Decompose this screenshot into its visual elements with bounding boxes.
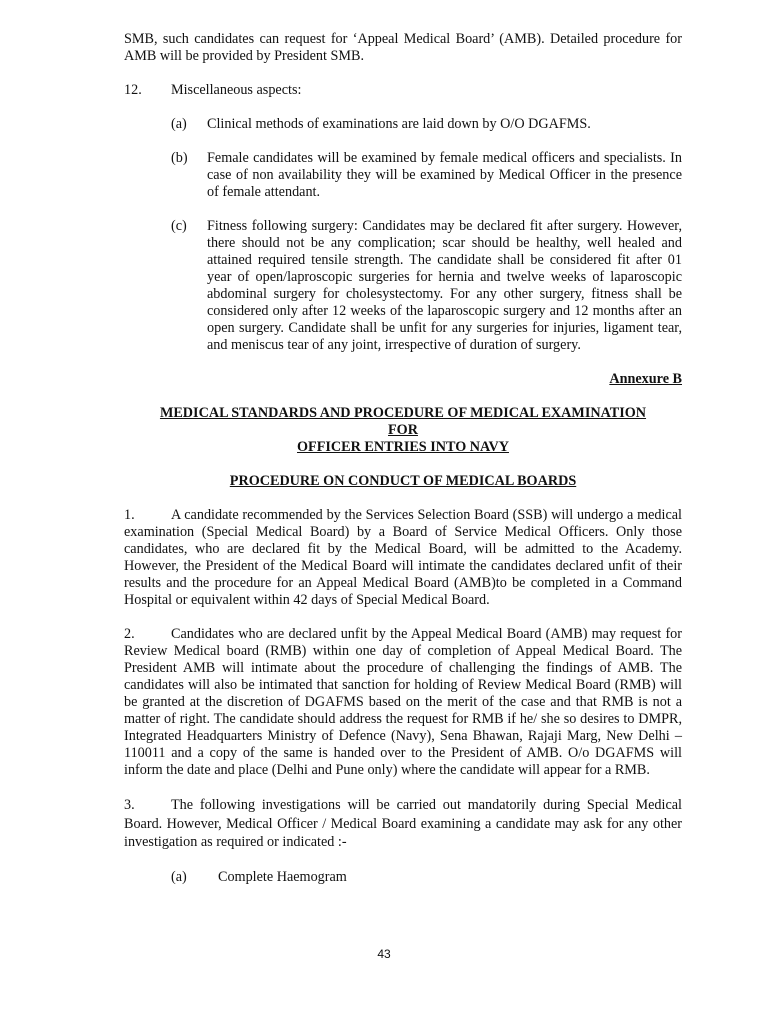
- investigation-item: [171, 869, 682, 886]
- section-title: Miscellaneous aspects:: [171, 82, 302, 98]
- page-number: 43: [377, 947, 391, 961]
- paragraph-number: 2.: [124, 626, 135, 642]
- paragraph-text: A candidate recommended by the Services Selection Board (SSB) will undergo a medical examination (Special Medical Board) by a Board of Service Medical Officers. Only those candidates, who are declared fit by the Medical Board, will be admitted to the Academy. However, the President of the Medical Board will intimate the candidates declared unfit of their results and the procedure for an Appeal Medical Board (AMB)to be completed in a Command Hospital or equivalent within 42 days of Special Medical Board.: [124, 507, 682, 608]
- paragraph-3: [124, 796, 682, 852]
- document-heading-line3: OFFICER ENTRIES INTO NAVY: [297, 439, 509, 455]
- document-heading-line2: FOR: [388, 422, 418, 438]
- document-subheading: PROCEDURE ON CONDUCT OF MEDICAL BOARDS: [229, 473, 577, 489]
- list-item: [171, 218, 682, 354]
- document-heading-line1: MEDICAL STANDARDS AND PROCEDURE OF MEDICAL EXAMINATION: [159, 405, 647, 421]
- paragraph-2: [124, 626, 682, 779]
- item-label: (a): [171, 868, 187, 885]
- list-item: [171, 150, 682, 201]
- item-text: Complete Haemogram: [218, 868, 347, 885]
- intro-paragraph: SMB, such candidates can request for ‘Appeal Medical Board’ (AMB). Detailed procedure for AMB will be provided by President SMB.: [124, 31, 682, 64]
- item-text: Female candidates will be examined by female medical officers and specialists. In case of non availability they will be examined by Medical Officer in the presence of female attendant.: [207, 150, 682, 200]
- item-label: (a): [171, 116, 187, 132]
- paragraph-text: Candidates who are declared unfit by the Appeal Medical Board (AMB) may request for Review Medical board (RMB) within one day of completion of Appeal Medical Board. The President AMB will intimate about the procedure of challenging the findings of AMB. The candidates will also be intimated that sanction for holding of Review Medical Board (RMB) will be granted at the discretion of DGAFMS based on the merit of the case and that RMB is not a matter of right. The candidate should address the request for RMB if he/ she so desires to DMPR, Integrated Headquarters Ministry of Defence (Navy), Sena Bhawan, Rajaji Marg, New Delhi – 110011 and a copy of the same is handed over to the President of AMB. O/o DGAFMS will inform the date and place (Delhi and Pune only) where the candidate will appear for a RMB.: [124, 626, 682, 778]
- item-text: Fitness following surgery: Candidates may be declared fit after surgery. However, there should not be any complication; scar should be healthy, well healed and attained required tensile strength. The candidate shall be considered fit after 01 year of open/laproscopic surgeries for hernia and twelve weeks of laparoscopic abdominal surgery for cholesystectomy. For any other surgery, fitness shall be considered only after 12 weeks of the laparoscopic surgery and 12 months after an open surgery. Candidate shall be unfit for any surgeries for injuries, ligament tear, and meniscus tear of any joint, irrespective of duration of surgery.: [207, 218, 682, 353]
- item-label: (b): [171, 150, 188, 166]
- section-12-heading: [124, 82, 682, 99]
- paragraph-number: 1.: [124, 507, 135, 523]
- paragraph-text: The following investigations will be carried out mandatorily during Special Medical Board. However, Medical Officer / Medical Board examining a candidate may ask for any other investigation as required or indicated :-: [124, 797, 682, 850]
- annexure-label: Annexure B: [609, 371, 682, 387]
- list-item: [171, 116, 682, 133]
- paragraph-1: [124, 507, 682, 609]
- item-label: (c): [171, 218, 187, 234]
- item-text: Clinical methods of examinations are laid down by O/O DGAFMS.: [207, 116, 591, 132]
- document-page: [124, 31, 682, 886]
- paragraph-number: 3.: [124, 797, 135, 813]
- section-number: 12.: [124, 82, 142, 98]
